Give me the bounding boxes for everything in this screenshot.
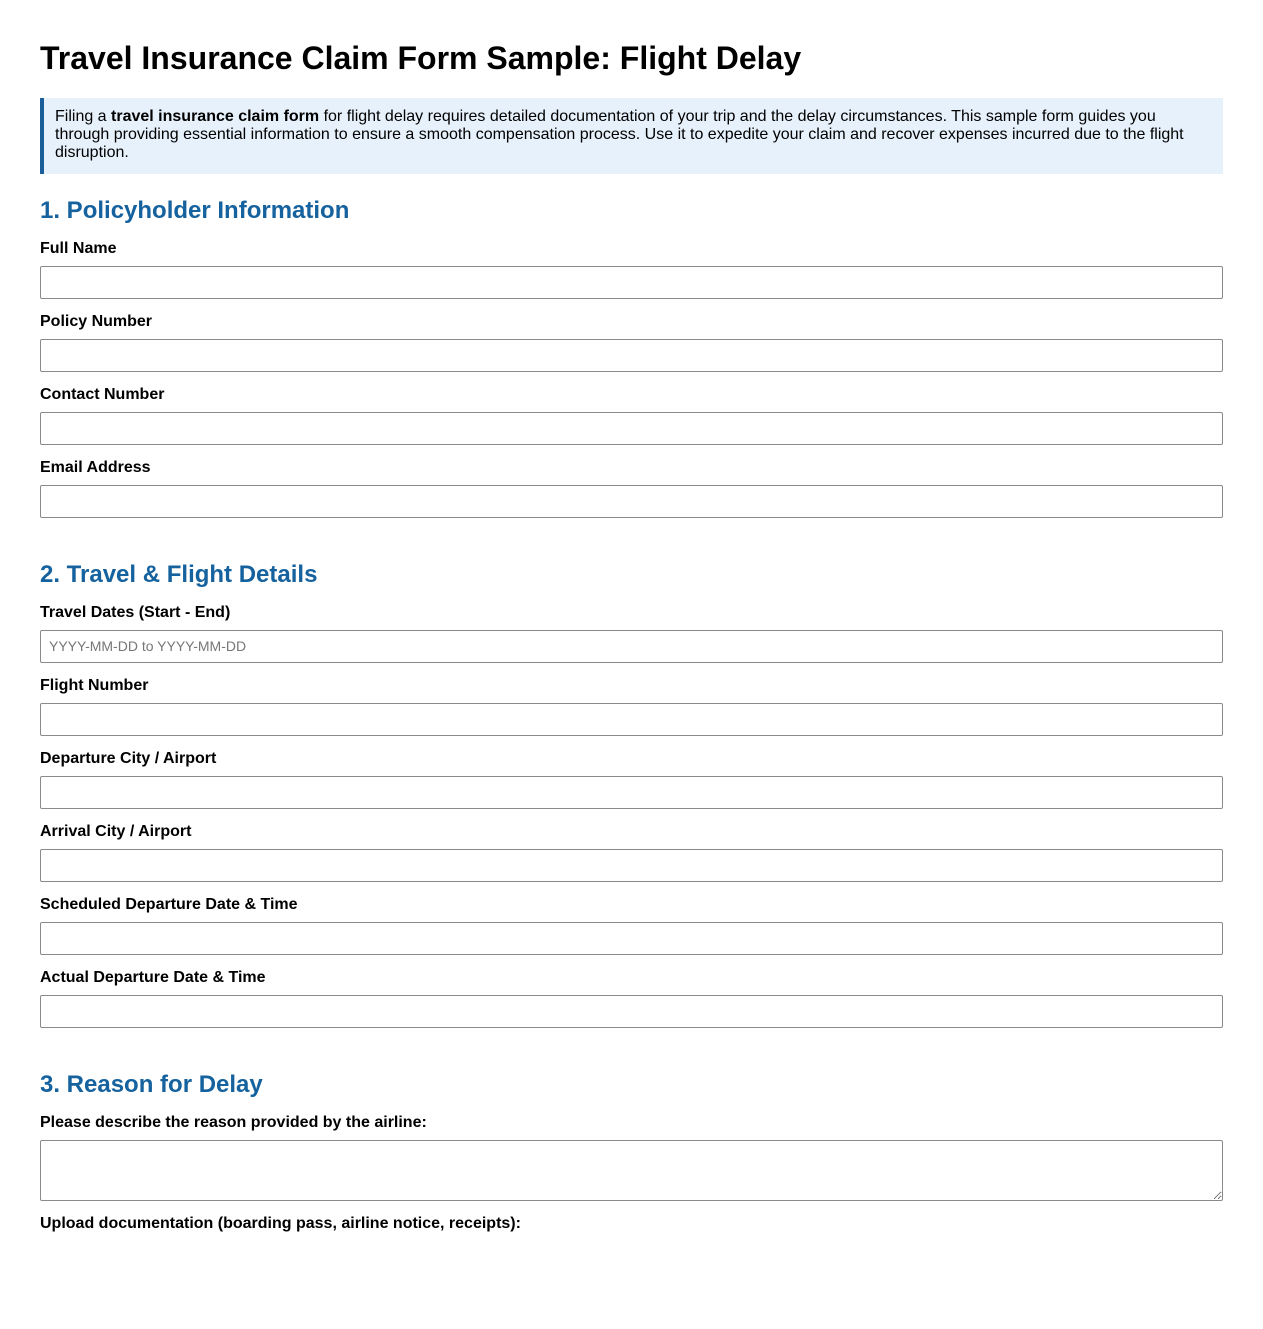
- field-wrapper: [40, 776, 1223, 809]
- policy-number-input[interactable]: [40, 339, 1223, 372]
- claim-form-page: [40, 0, 1223, 1311]
- intro-bold: travel insurance claim form: [111, 108, 320, 125]
- field-label: Scheduled Departure Date & Time: [40, 896, 298, 913]
- form-sections: [40, 196, 1223, 1233]
- section-3: [40, 1070, 1223, 1233]
- field-wrapper: [40, 703, 1223, 736]
- intro-suffix: for flight delay requires detailed documentation of your trip and the delay circumstances. This sample form guides you through providing essential information to ensure a smooth compensation process. Use it to expedite your claim and recover expenses incurred due to the flight disruption.: [55, 108, 1184, 161]
- departure-city-airport-input[interactable]: [40, 776, 1223, 809]
- field-label: Departure City / Airport: [40, 750, 217, 767]
- full-name-input[interactable]: [40, 266, 1223, 299]
- arrival-city-airport-input[interactable]: [40, 849, 1223, 882]
- field-label: Actual Departure Date & Time: [40, 969, 266, 986]
- field-wrapper: [40, 995, 1223, 1028]
- field-label: Travel Dates (Start - End): [40, 604, 231, 621]
- field-wrapper: [40, 485, 1223, 518]
- field-label: Email Address: [40, 459, 151, 476]
- field-label: Please describe the reason provided by the airline:: [40, 1114, 427, 1131]
- field-label: Arrival City / Airport: [40, 823, 192, 840]
- flight-number-input[interactable]: [40, 703, 1223, 736]
- section-heading: 3. Reason for Delay: [40, 1071, 263, 1098]
- field-wrapper: [40, 1140, 1223, 1201]
- field-wrapper: [40, 266, 1223, 299]
- field-label: Full Name: [40, 240, 117, 257]
- section-2: [40, 560, 1223, 1028]
- email-address-input[interactable]: [40, 485, 1223, 518]
- field-wrapper: [40, 849, 1223, 882]
- page-title: Travel Insurance Claim Form Sample: Flight Delay: [40, 40, 802, 76]
- field-label: Flight Number: [40, 677, 149, 694]
- section-heading: 2. Travel & Flight Details: [40, 561, 318, 588]
- field-wrapper: [40, 630, 1223, 663]
- actual-departure-date-time-input[interactable]: [40, 995, 1223, 1028]
- field-wrapper: [40, 339, 1223, 372]
- scheduled-departure-date-time-input[interactable]: [40, 922, 1223, 955]
- field-label: Contact Number: [40, 386, 165, 403]
- intro-prefix: Filing a: [55, 108, 112, 125]
- field-label: Policy Number: [40, 313, 153, 330]
- field-wrapper: [40, 412, 1223, 445]
- contact-number-input[interactable]: [40, 412, 1223, 445]
- section-heading: 1. Policyholder Information: [40, 197, 350, 224]
- please-describe-the-reason-provided-by-t-textarea[interactable]: [40, 1140, 1223, 1201]
- intro-callout: [40, 98, 1223, 174]
- field-wrapper: [40, 922, 1223, 955]
- field-label: Upload documentation (boarding pass, airline notice, receipts):: [40, 1215, 521, 1232]
- travel-dates-start-end-input[interactable]: [40, 630, 1223, 663]
- section-1: [40, 196, 1223, 518]
- field-placeholder: YYYY-MM-DD to YYYY-MM-DD: [49, 638, 247, 654]
